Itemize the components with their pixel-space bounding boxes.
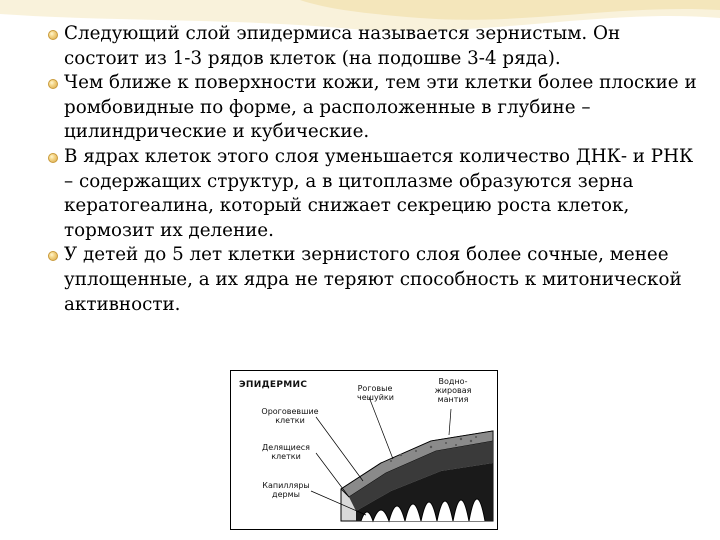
figure-title: ЭПИДЕРМИС [239, 380, 308, 390]
label-water-lipid-mantle: Водно-жировая мантия [434, 377, 472, 404]
bullet-list [48, 22, 698, 317]
bullet-item [48, 145, 698, 243]
bullet-text: Следующий слой эпидермиса называется зернистым. Он состоит из 1-3 рядов клеток (на подошве 3-4 ряда). [64, 23, 621, 69]
bullet-text: В ядрах клеток этого слоя уменьшается количество ДНК- и РНК – содержащих структур, а в цитоплазме образуются зерна кератогеалина, который снижает секрецию роста клеток, тормозит их деление. [64, 145, 694, 241]
bullet-marker-icon [48, 30, 58, 40]
bullet-marker-icon [48, 153, 58, 163]
epidermis-illustration [230, 370, 498, 530]
bullet-item [48, 22, 698, 71]
label-dividing-cells: Делящиеся клетки [262, 443, 310, 461]
label-horny-scales: Роговые чешуйки [357, 384, 394, 402]
label-dermal-capillaries: Капилляры дермы [262, 481, 310, 499]
bullet-marker-icon [48, 79, 58, 89]
bullet-item [48, 243, 698, 317]
bullet-text: Чем ближе к поверхности кожи, тем эти клетки более плоские и ромбовидные по форме, а расположенные в глубине – цилиндрические и кубические. [64, 72, 697, 143]
bullet-text: У детей до 5 лет клетки зернистого слоя более сочные, менее уплощенные, а их ядра не теряют способность к митонической активности. [64, 244, 682, 315]
label-keratinized-cells: Ороговевшие клетки [261, 407, 319, 425]
bullet-item [48, 71, 698, 145]
bullet-marker-icon [48, 251, 58, 261]
